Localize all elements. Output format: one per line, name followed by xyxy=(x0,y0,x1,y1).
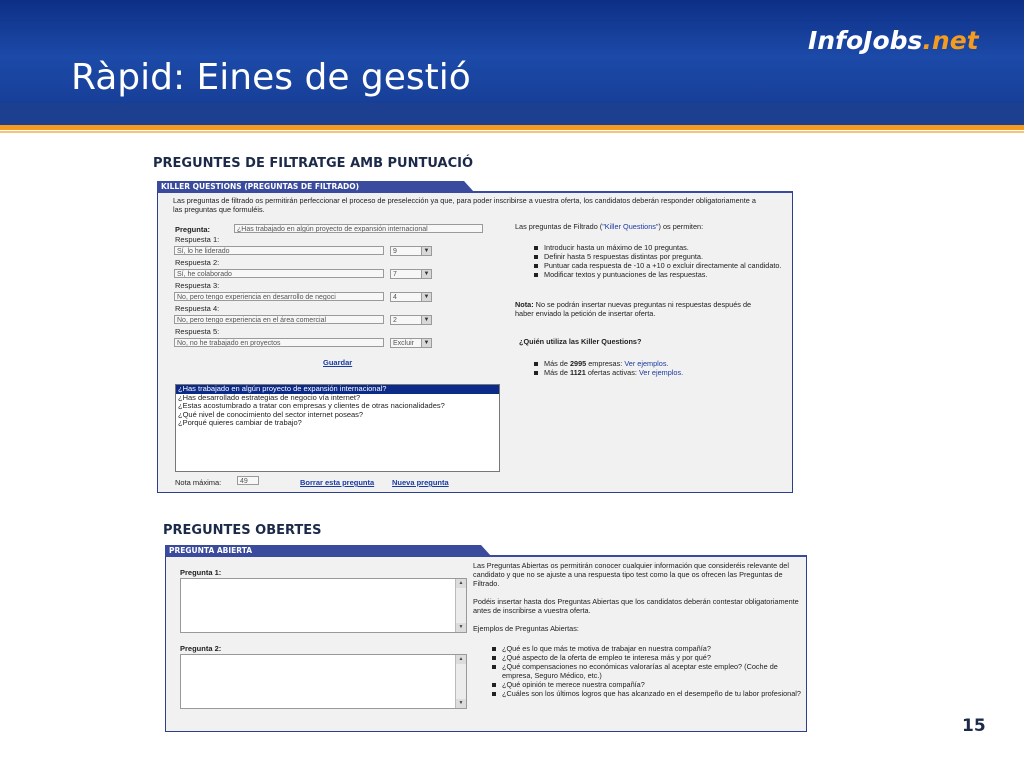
question-listbox[interactable] xyxy=(175,384,500,472)
respuesta-1-score[interactable] xyxy=(390,246,432,256)
scroll-up-icon[interactable]: ▲ xyxy=(456,655,466,664)
stat-ofertas xyxy=(534,368,786,377)
scrollbar[interactable] xyxy=(455,655,466,708)
respuesta-2-score-value: 7 xyxy=(393,271,397,278)
chevron-down-icon: ▼ xyxy=(421,316,431,324)
slide-title: Ràpid: Eines de gestió xyxy=(71,57,471,98)
borrar-pregunta-link[interactable]: Borrar esta pregunta xyxy=(300,478,375,487)
respuesta-4-score-value: 2 xyxy=(393,317,397,324)
pregunta-2-label: Pregunta 2: xyxy=(180,644,222,653)
question-list-item[interactable]: ¿Qué nivel de conocimiento del sector internet poseas? xyxy=(178,410,364,419)
pregunta-2-textarea[interactable] xyxy=(180,654,467,709)
killer-intro: Las preguntas de filtrado os permitirán perfeccionar el proceso de preselección ya que, para poder inscribirse a vuestra oferta, los candidatos deberán responder obligatoriamente a las preguntas que formuléis. xyxy=(173,196,756,214)
ver-ejemplos-ofertas-link[interactable]: Ver ejemplos. xyxy=(638,368,684,377)
respuesta-5-score[interactable] xyxy=(390,338,432,348)
chevron-down-icon: ▼ xyxy=(421,247,431,255)
header-divider-light xyxy=(0,131,1024,133)
nota-text: No se podrán insertar nuevas preguntas ni respuestas después de haber enviado la petición de insertar oferta. xyxy=(515,300,752,318)
question-list-item[interactable]: ¿Has trabajado en algún proyecto de expansión internacional? xyxy=(176,385,499,394)
abierta-tab: PREGUNTA ABIERTA xyxy=(165,545,481,556)
pregunta-1-label: Pregunta 1: xyxy=(180,568,222,577)
killer-tab: KILLER QUESTIONS (PREGUNTAS DE FILTRADO) xyxy=(157,181,464,192)
stat1-num: 2995 xyxy=(569,359,587,368)
pregunta-input[interactable]: ¿Has trabajado en algún proyecto de expansión internacional xyxy=(234,224,483,233)
header-divider xyxy=(0,125,1024,130)
example-item: ¿Cuáles son los últimos logros que has alcanzado en el desempeño de tu labor profesional? xyxy=(492,689,802,698)
killer-intro-pre: Las preguntas de Filtrado ( xyxy=(515,222,603,231)
killer-bullet: Introducir hasta un máximo de 10 preguntas. xyxy=(534,243,786,252)
respuesta-5-input[interactable]: No, no he trabajado en proyectos xyxy=(174,338,384,347)
ejemplos-heading: Ejemplos de Preguntas Abiertas: xyxy=(473,624,579,633)
logo-ext: .net xyxy=(922,26,979,55)
nota-bold: Nota: xyxy=(515,300,534,309)
header-band xyxy=(0,103,1024,125)
page-number: 15 xyxy=(962,716,986,736)
respuesta-5-score-value: Excluir xyxy=(393,340,415,347)
example-item: ¿Qué compensaciones no económicas valorarías al aceptar este empleo? (Coche de empresa, Seguro Médico, etc.) xyxy=(492,662,802,680)
respuesta-1-label: Respuesta 1: xyxy=(175,235,220,244)
abierta-panel xyxy=(165,555,807,732)
killer-nota xyxy=(515,300,770,318)
scrollbar[interactable] xyxy=(455,579,466,632)
abierta-examples xyxy=(492,644,802,698)
infojobs-logo xyxy=(808,26,979,55)
stat1-post: empresas: xyxy=(586,359,625,368)
killer-right-intro xyxy=(515,222,785,231)
scroll-up-icon[interactable]: ▲ xyxy=(456,579,466,588)
nueva-pregunta-link[interactable]: Nueva pregunta xyxy=(392,478,449,487)
pregunta-label: Pregunta: xyxy=(175,225,211,234)
killer-bullet: Modificar textos y puntuaciones de las respuestas. xyxy=(534,270,786,279)
logo-main: InfoJobs xyxy=(808,26,923,55)
example-item: ¿Qué opinión te merece nuestra compañía? xyxy=(492,680,802,689)
question-list-item[interactable]: ¿Has desarrollado estrategias de negocio vía internet? xyxy=(178,393,361,402)
respuesta-3-score-value: 4 xyxy=(393,294,397,301)
example-item: ¿Qué aspecto de la oferta de empleo te interesa más y por qué? xyxy=(492,653,802,662)
stat-empresas xyxy=(534,359,786,368)
respuesta-3-label: Respuesta 3: xyxy=(175,281,220,290)
respuesta-4-input[interactable]: No, pero tengo experiencia en el área comercial xyxy=(174,315,384,324)
respuesta-4-score[interactable] xyxy=(390,315,432,325)
abierta-para2: Podéis insertar hasta dos Preguntas Abiertas que los candidatos deberán contestar obligatoriamente antes de inscribirse a vuestra oferta. xyxy=(473,597,799,615)
nota-maxima-value: 49 xyxy=(237,476,259,485)
quien-utiliza: ¿Quién utiliza las Killer Questions? xyxy=(519,337,642,346)
killer-bullet: Puntuar cada respuesta de -10 a +10 o excluir directamente al candidato. xyxy=(534,261,786,270)
scroll-down-icon[interactable]: ▼ xyxy=(456,623,466,632)
stat2-num: 1121 xyxy=(569,368,586,377)
respuesta-2-input[interactable]: Sí, he colaborado xyxy=(174,269,384,278)
respuesta-2-score[interactable] xyxy=(390,269,432,279)
respuesta-1-score-value: 9 xyxy=(393,248,397,255)
respuesta-2-label: Respuesta 2: xyxy=(175,258,220,267)
killer-questions-link[interactable]: "Killer Questions" xyxy=(602,222,659,231)
ver-ejemplos-empresas-link[interactable]: Ver ejemplos. xyxy=(624,359,669,368)
abierta-para1: Las Preguntas Abiertas os permitirán conocer cualquier información que consideréis relevante del candidato y que no se ajuste a una respuesta tipo test como la que os ofrecen las Preguntas de Filtrado. xyxy=(473,561,789,588)
respuesta-1-input[interactable]: Sí, lo he liderado xyxy=(174,246,384,255)
respuesta-4-label: Respuesta 4: xyxy=(175,304,220,313)
example-item: ¿Qué es lo que más te motiva de trabajar en nuestra compañía? xyxy=(492,644,802,653)
killer-panel xyxy=(157,191,793,493)
killer-bullets xyxy=(534,243,786,279)
question-list-item[interactable]: ¿Estas acostumbrado a tratar con empresas y clientes de otras nacionalidades? xyxy=(178,402,445,410)
chevron-down-icon: ▼ xyxy=(421,270,431,278)
pregunta-1-textarea[interactable] xyxy=(180,578,467,633)
killer-stats xyxy=(534,359,786,377)
killer-bullet: Definir hasta 5 respuestas distintas por pregunta. xyxy=(534,252,786,261)
chevron-down-icon: ▼ xyxy=(421,339,431,347)
stat2-post: ofertas activas: xyxy=(585,368,639,377)
scroll-down-icon[interactable]: ▼ xyxy=(456,699,466,708)
chevron-down-icon: ▼ xyxy=(421,293,431,301)
killer-intro-post: ) os permiten: xyxy=(658,222,704,231)
respuesta-5-label: Respuesta 5: xyxy=(175,327,220,336)
guardar-link[interactable]: Guardar xyxy=(323,358,353,367)
question-list-item[interactable]: ¿Porqué quieres cambiar de trabajo? xyxy=(178,419,302,427)
respuesta-3-score[interactable] xyxy=(390,292,432,302)
stat2-pre: Más de xyxy=(544,368,570,377)
nota-maxima-label: Nota máxima: xyxy=(175,478,222,487)
section-title-obertes: PREGUNTES OBERTES xyxy=(163,523,322,538)
section-title-filtratge: PREGUNTES DE FILTRATGE AMB PUNTUACIÓ xyxy=(153,156,473,171)
respuesta-3-input[interactable]: No, pero tengo experiencia en desarrollo de negoci xyxy=(174,292,384,301)
stat1-pre: Más de xyxy=(544,359,570,368)
